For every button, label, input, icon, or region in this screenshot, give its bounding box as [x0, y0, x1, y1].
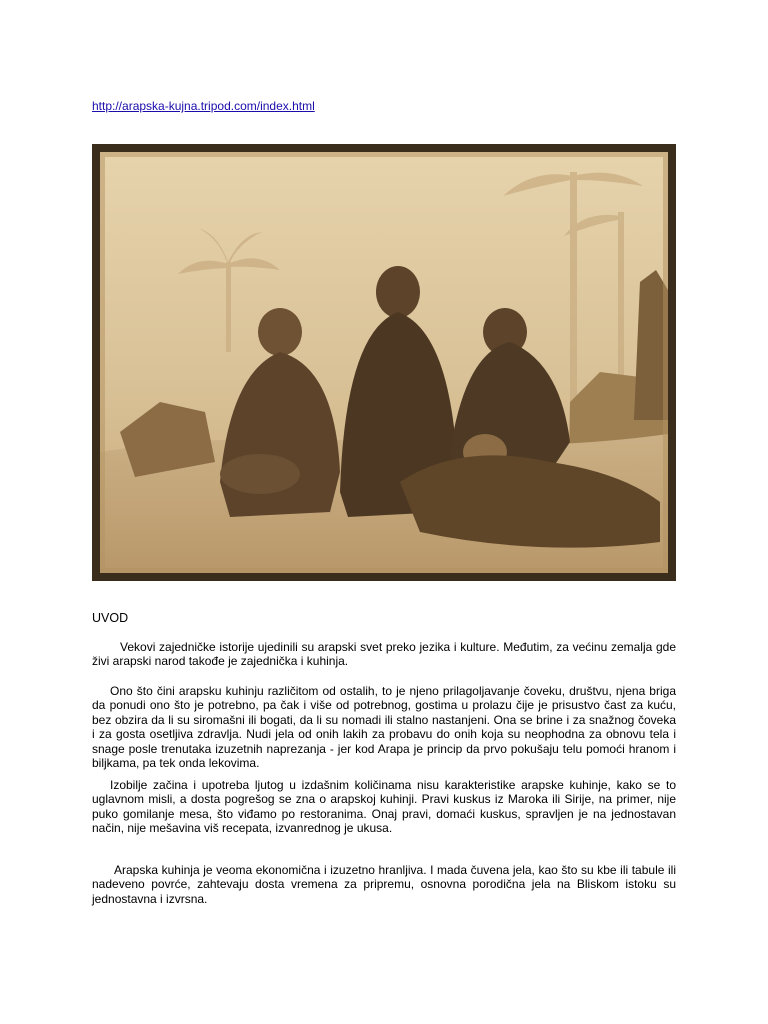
- section-heading: UVOD: [92, 611, 129, 625]
- paragraph-3: Izobilje začina i upotreba ljutog u izdašnim količinama nisu karakteristike arapske kuhinje, kako se to uglavnom misli, a dosta pogrešog se zna o arapskoj kuhinji. Pravi kuskus iz Maroka ili Sirije, na primer, nije puko gomilanje mesa, što viđamo po restoranima. Onaj pravi, domaći kuskus, spravljen je na jednostavan način, nije mešavina viš recepata, izvanrednog je ukusa.: [92, 778, 676, 836]
- paragraph-1: Vekovi zajedničke istorije ujedinili su arapski svet preko jezika i kulture. Međutim, za većinu zemalja gde živi arapski narod takođe je zajednička i kuhinja.: [92, 640, 676, 669]
- photo-frame: [92, 144, 676, 581]
- paragraph-4: Arapska kuhinja je veoma ekonomična i izuzetno hranljiva. I mada čuvena jela, kao što su kbe ili tabule ili nadeveno povrće, zahtevaju dosta vremena za pripremu, osnovna porodična jela na Bliskom istoku su jednostavna i izvrsna.: [92, 863, 676, 906]
- source-link[interactable]: http://arapska-kujna.tripod.com/index.html: [92, 99, 315, 113]
- paragraph-2: Ono što čini arapsku kuhinju različitom od ostalih, to je njeno prilagoljavanje čoveku, društvu, njena briga da ponudi ono što je potrebno, pa čak i više od potrebnog, gostima u prolazu čije je prisustvo čast za kuću, bez obzira da li su siromašni ili bogati, da li su nomadi ili stalno nastanjeni. Ona se brine i za snažnog čoveka i za gosta osetljiva zdravlja. Nudi jela od onih lakih za probavu do onih koja su neophodna za obnovu tela i snage posle trenutaka izuzetnih naprezanja - jer kod Arapa je princip da prvo pokušaju telu pomoći hranom i biljkama, pa tek onda lekovima.: [92, 684, 676, 771]
- sepia-photo: [100, 152, 668, 573]
